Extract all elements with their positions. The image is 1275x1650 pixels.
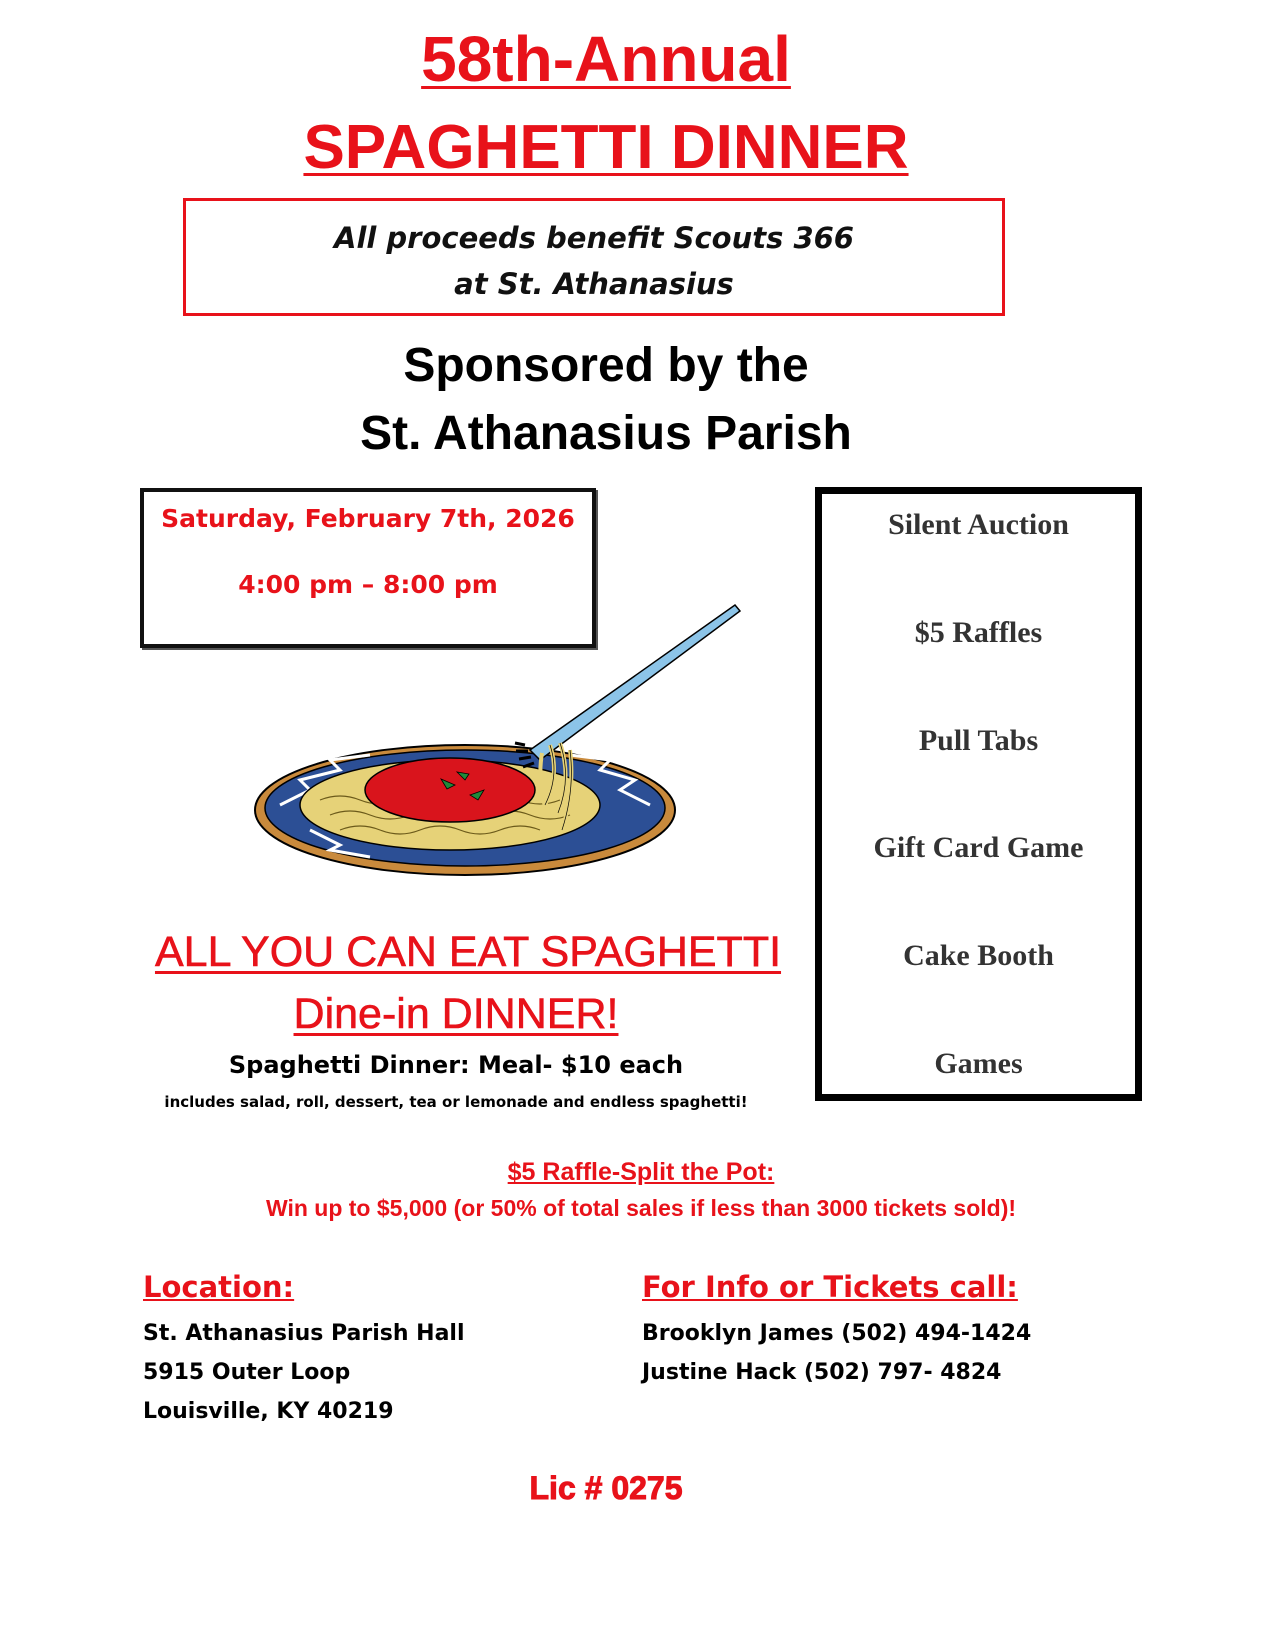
event-date: Saturday, February 7th, 2026 bbox=[161, 504, 575, 533]
activity-item: Games bbox=[934, 1047, 1023, 1080]
proceeds-box bbox=[183, 198, 1005, 316]
location-line: St. Athanasius Parish Hall bbox=[143, 1321, 465, 1346]
contact-line: Justine Hack (502) 797- 4824 bbox=[642, 1360, 1002, 1385]
location-section bbox=[143, 1270, 465, 1431]
sponsor-text bbox=[0, 332, 1212, 468]
title-line-2: SPAGHETTI DINNER bbox=[303, 113, 909, 182]
title-line-1: 58th-Annual bbox=[421, 23, 791, 95]
activity-item: Cake Booth bbox=[903, 939, 1054, 972]
spaghetti-plate-illustration bbox=[250, 595, 750, 885]
contact-line: Brooklyn James (502) 494-1424 bbox=[642, 1321, 1032, 1346]
all-you-can-eat-headline: ALL YOU CAN EAT SPAGHETTI bbox=[154, 928, 782, 976]
raffle-detail: Win up to $5,000 (or 50% of total sales if less than 3000 tickets sold)! bbox=[265, 1195, 1017, 1221]
sponsor-line-2: St. Athanasius Parish bbox=[360, 407, 852, 460]
activity-item: $5 Raffles bbox=[914, 616, 1043, 649]
contact-section bbox=[642, 1270, 1031, 1392]
activity-item: Pull Tabs bbox=[918, 724, 1039, 757]
dine-in-headline: Dine-in DINNER! bbox=[293, 990, 619, 1038]
contact-heading: For Info or Tickets call: bbox=[642, 1270, 1018, 1304]
location-line: 5915 Outer Loop bbox=[143, 1360, 351, 1385]
activity-item: Silent Auction bbox=[888, 508, 1069, 541]
meal-price: Spaghetti Dinner: Meal- $10 each bbox=[228, 1051, 684, 1079]
activity-item: Gift Card Game bbox=[873, 831, 1084, 864]
location-line: Louisville, KY 40219 bbox=[143, 1399, 394, 1424]
event-time: 4:00 pm – 8:00 pm bbox=[238, 570, 498, 599]
license-number: Lic # 0275 bbox=[529, 1470, 683, 1506]
activities-box bbox=[815, 487, 1142, 1101]
proceeds-line-2: at St. Athanasius bbox=[454, 267, 734, 301]
meal-includes: includes salad, roll, dessert, tea or lemonade and endless spaghetti! bbox=[164, 1093, 748, 1111]
proceeds-line-1: All proceeds benefit Scouts 366 bbox=[334, 221, 854, 255]
sponsor-line-1: Sponsored by the bbox=[403, 339, 809, 392]
raffle-title: $5 Raffle-Split the Pot: bbox=[507, 1158, 775, 1186]
location-heading: Location: bbox=[143, 1270, 295, 1304]
